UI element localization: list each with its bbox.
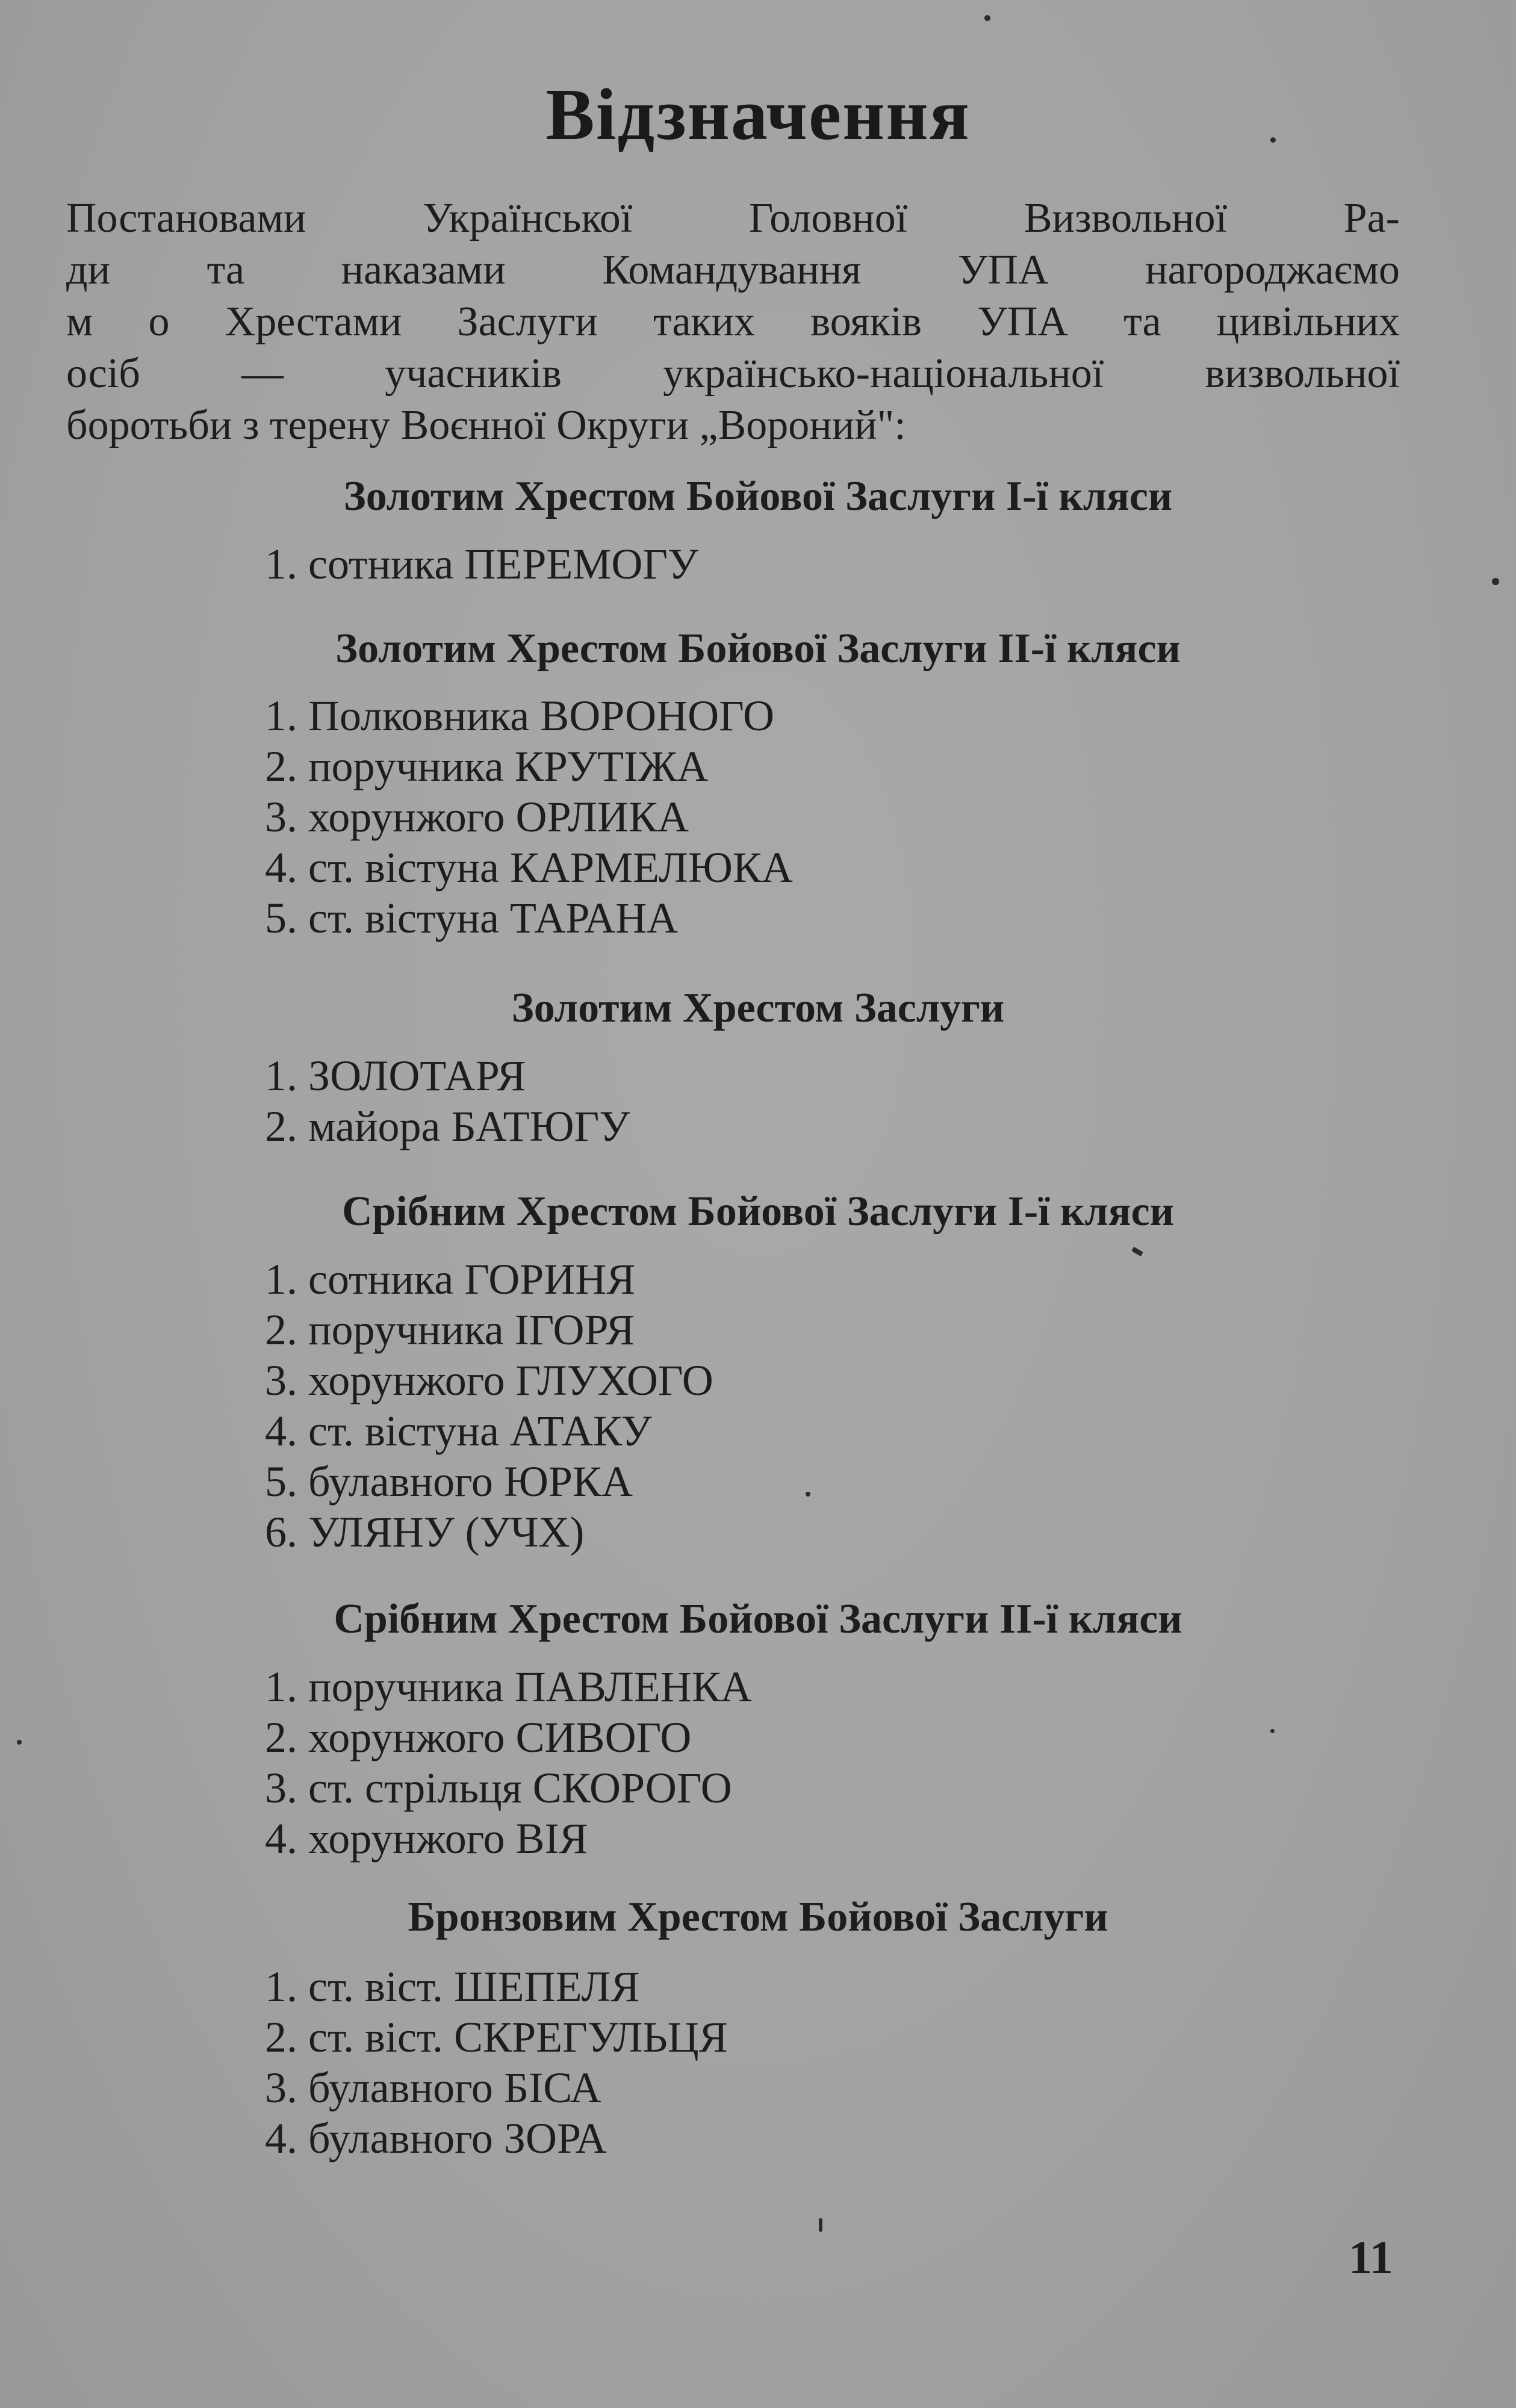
list-item: 5. булавного ЮРКА [265,1457,633,1506]
list-item: 3. ст. стрільця СКОРОГО [265,1764,732,1812]
dust-speck [17,1740,22,1745]
list-item: 4. ст. вістуна АТАКУ [265,1407,652,1455]
intro-line: ди та наказами Командування УПА нагороджаємо [66,247,1400,293]
list-item: 6. УЛЯНУ (УЧХ) [265,1508,585,1556]
list-item: 1. ЗОЛОТАРЯ [265,1052,526,1100]
dust-speck [819,2218,822,2232]
list-item: 1. сотника ПЕРЕМОГУ [265,540,698,588]
list-item: 2. хорунжого СИВОГО [265,1713,692,1761]
intro-line: осіб — учасників українсько-національної визвольної [66,350,1400,397]
award-heading-bronze-combat: Бронзовим Хрестом Бойової Заслуги [408,1894,1108,1940]
intro-line: боротьби з терену Воєнної Округи „Вороний": [66,402,906,448]
award-list-silver-combat-2 [265,1662,752,1864]
list-item: 4. хорунжого ВІЯ [265,1814,588,1863]
dust-speck [1492,578,1499,585]
intro-paragraph [66,193,1400,452]
award-heading-silver-combat-1: Срібним Хрестом Бойової Заслуги І-ї кляси [342,1188,1174,1235]
dust-speck [806,1492,810,1497]
award-list-gold-merit [265,1050,630,1152]
list-item: 4. ст. вістуна КАРМЕЛЮКА [265,843,793,892]
award-list-silver-combat-1 [265,1254,713,1557]
page-title: Відзначення [545,74,971,155]
list-item: 3. хорунжого ОРЛИКА [265,793,689,841]
list-item: 2. майора БАТЮГУ [265,1102,630,1150]
dust-speck [1131,1247,1143,1256]
list-item: 2. ст. віст. СКРЕГУЛЬЦЯ [265,2013,728,2061]
list-item: 1. Полковника ВОРОНОГО [265,692,774,740]
list-item: 1. сотника ГОРИНЯ [265,1255,636,1303]
list-item: 5. ст. вістуна ТАРАНА [265,894,679,942]
list-item: 2. поручника ІГОРЯ [265,1306,635,1354]
award-list-gold-combat-2 [265,690,793,943]
award-list-gold-combat-1 [265,539,698,589]
list-item: 2. поручника КРУТІЖА [265,742,709,790]
award-heading-gold-combat-1: Золотим Хрестом Бойової Заслуги І-ї кляси [343,473,1173,520]
page-number: 11 [1349,2231,1393,2283]
list-item: 3. хорунжого ГЛУХОГО [265,1356,713,1404]
list-item: 1. ст. віст. ШЕПЕЛЯ [265,1963,640,2011]
award-heading-silver-combat-2: Срібним Хрестом Бойової Заслуги ІІ-ї кляси [334,1596,1182,1642]
dust-speck [1270,137,1276,143]
award-heading-gold-merit: Золотим Хрестом Заслуги [511,985,1005,1031]
list-item: 1. поручника ПАВЛЕНКА [265,1663,752,1711]
award-list-bronze-combat [265,1961,728,2164]
dust-speck [1270,1729,1275,1733]
award-heading-gold-combat-2: Золотим Хрестом Бойової Заслуги ІІ-ї кляси [335,625,1181,672]
dust-speck [984,15,990,21]
list-item: 4. булавного ЗОРА [265,2114,607,2162]
intro-line: м о Хрестами Заслуги таких вояків УПА та цивільних [66,299,1400,345]
list-item: 3. булавного БІСА [265,2064,601,2112]
intro-line: Постановами Української Головної Визвольної Ра- [66,195,1400,241]
